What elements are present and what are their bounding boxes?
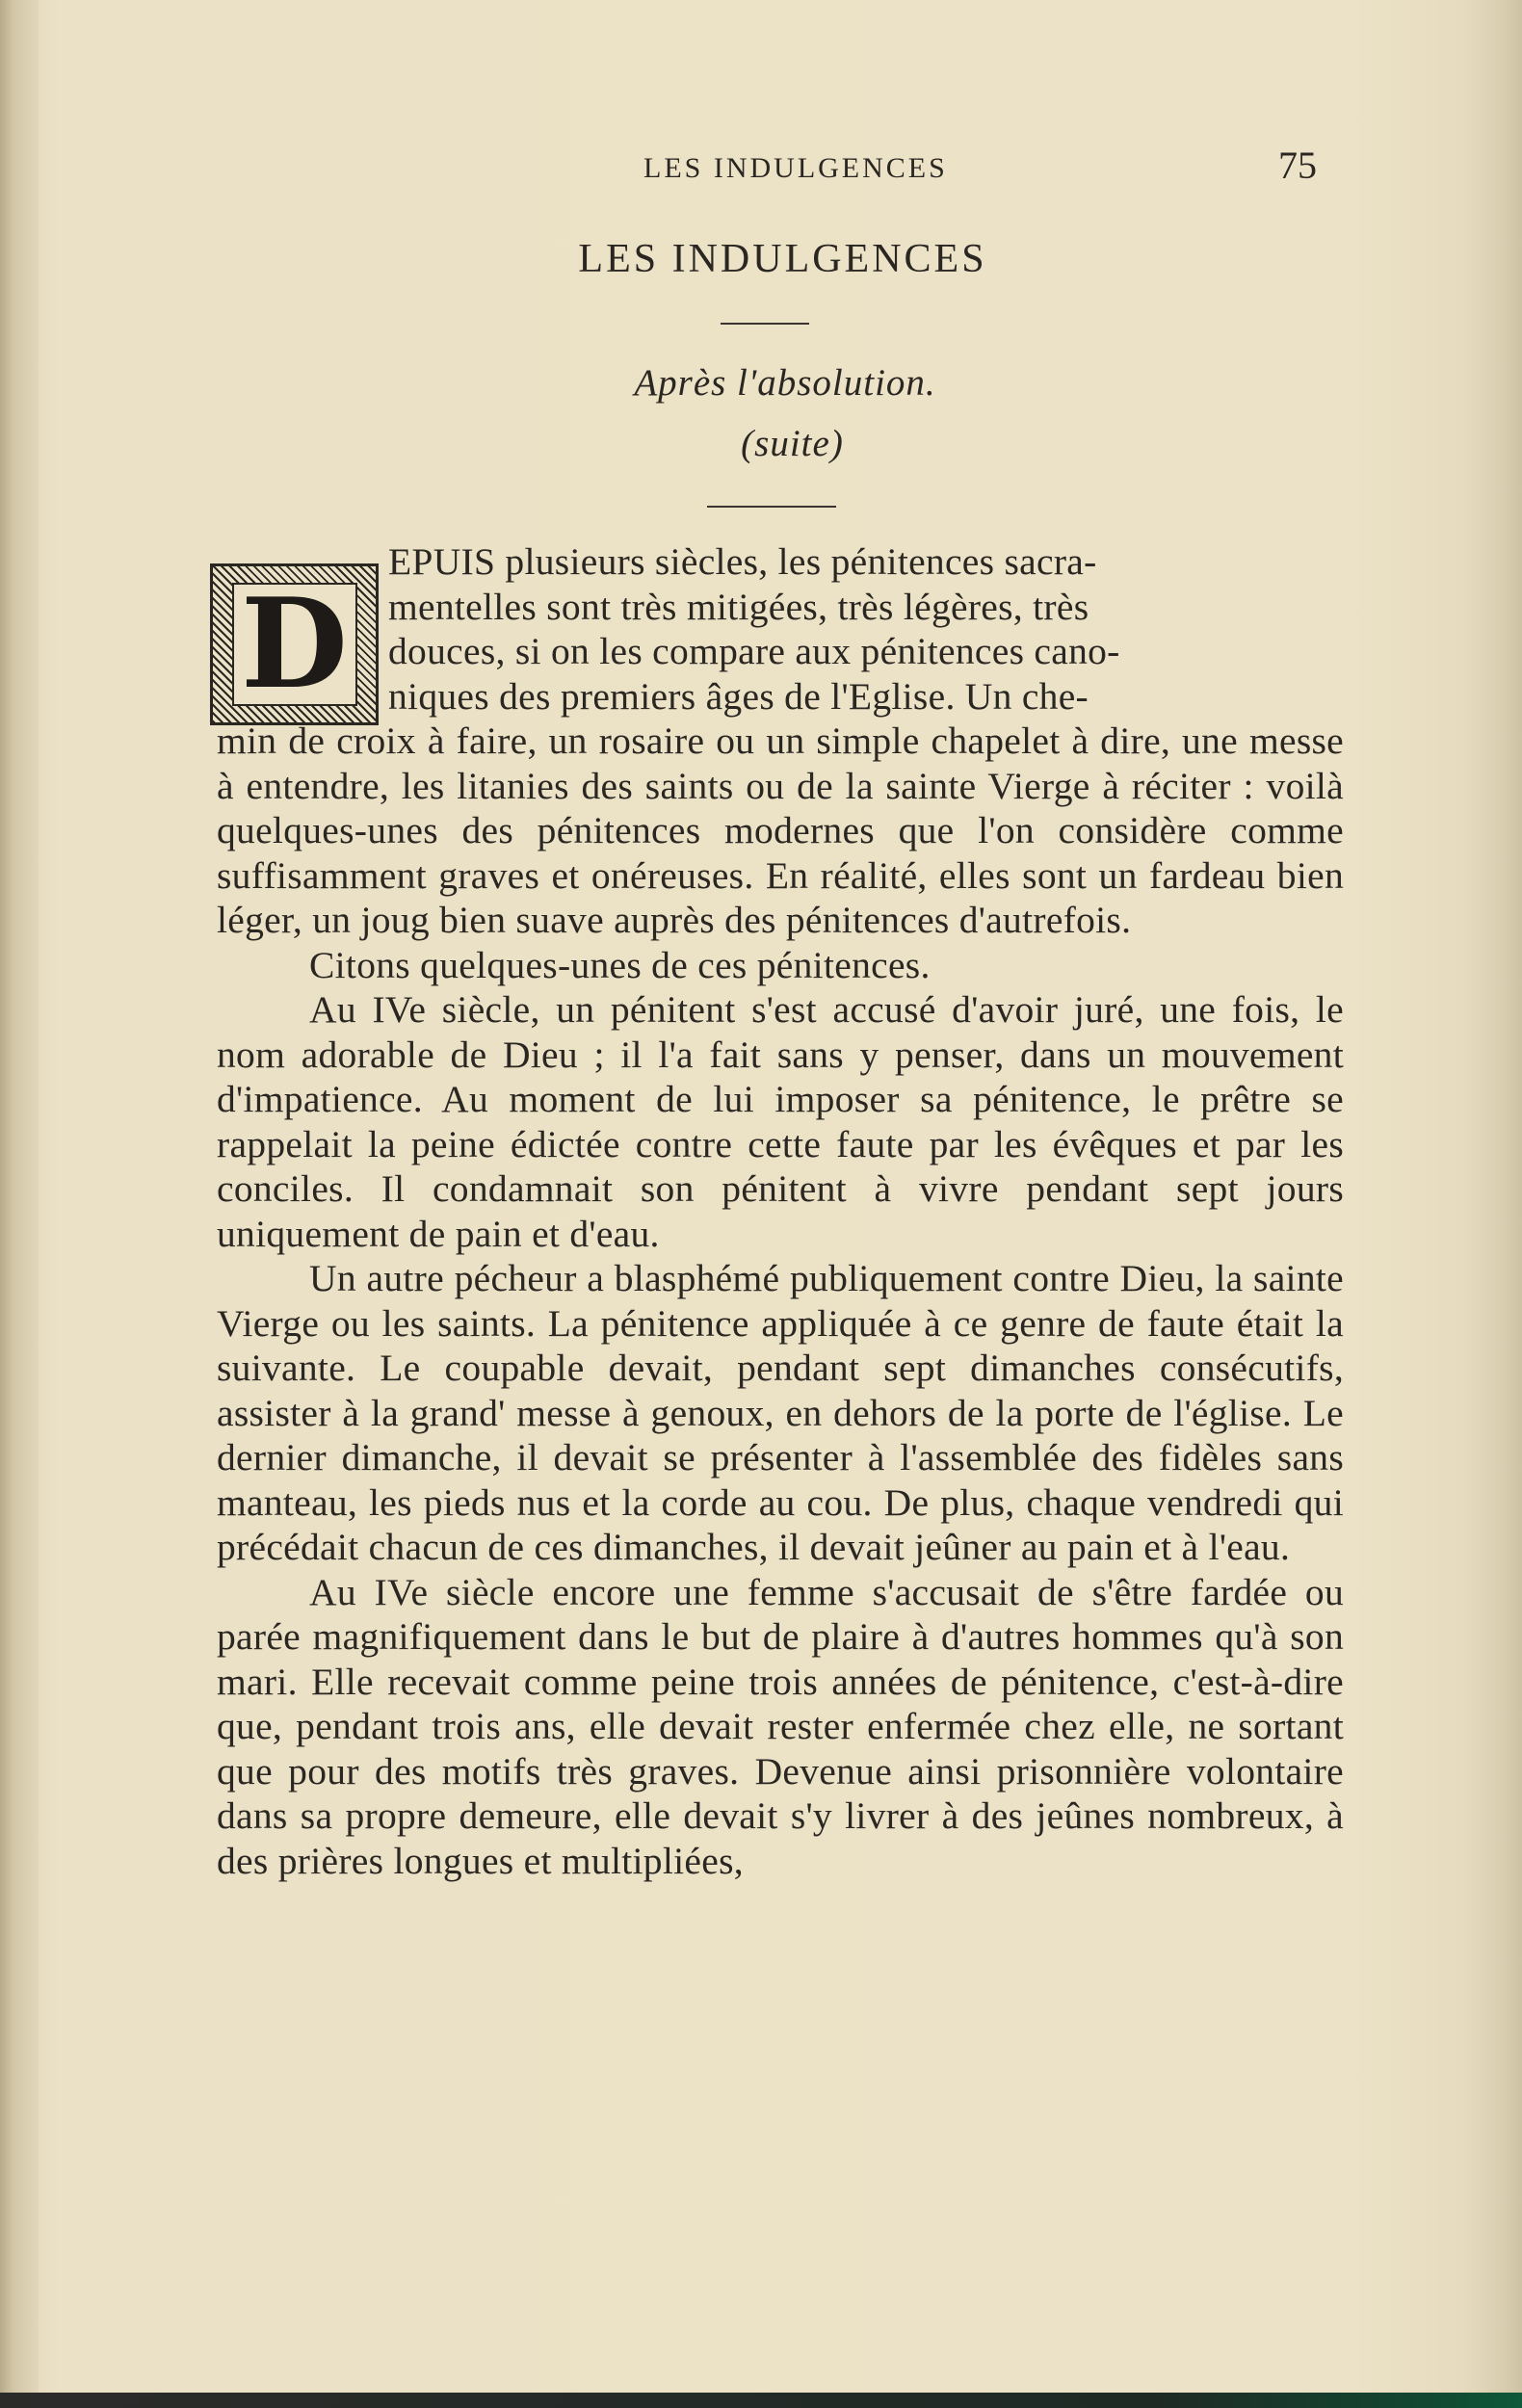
article-subtitle: Après l'absolution. (634, 362, 936, 404)
text-line: mentelles sont très mitigées, très légères, très (388, 585, 1089, 628)
text-line: niques des premiers âges de l'Eglise. Un che- (388, 674, 1089, 718)
dropcap-wrapped-lines (217, 539, 1344, 719)
paragraph-5: Au IVe siècle encore une femme s'accusait de s'être fardée ou parée magnifiquement dans le but de plaire à d'autres hommes qu'à son mari. Elle recevait comme peine trois années de pénitence, c'est-à-dire que, pendant trois ans, elle devait rester enfermée chez elle, ne sortant que pour des motifs très graves. Devenue ainsi prisonnière volontaire dans sa propre demeure, elle devait s'y livrer à des jeûnes nombreux, à des prières longues et multipliées, (217, 1570, 1344, 1882)
paragraph-1-continued: min de croix à faire, un rosaire ou un simple chapelet à dire, une messe à entendre, les litanies des saints ou de la sainte Vierge à réciter : voilà quelques-unes des pénitences modernes que l'on considère comme suffisamment graves et onéreuses. En réalité, elles sont un fardeau bien léger, un joug bien suave auprès des pénitences d'autrefois. (217, 720, 1344, 941)
paragraph-4: Un autre pécheur a blasphémé publiquement contre Dieu, la sainte Vierge ou les saints. La pénitence appliquée à ce genre de faute était la suivante. Le coupable devait, pendant sept dimanches consécutifs, assister à la grand' messe à genoux, en dehors de la porte de l'église. Le dernier dimanche, il devait se présenter à l'assemblée des fidèles sans manteau, les pieds nus et la corde au cou. De plus, chaque vendredi qui précédait chacun de ces dimanches, il devait jeûner au pain et à l'eau. (217, 1257, 1344, 1568)
title-divider (721, 323, 809, 325)
paragraph-3: Au IVe siècle, un pénitent s'est accusé d'avoir juré, une fois, le nom adorable de Dieu ; il l'a fait sans y penser, dans un mouvement d'impatience. Au moment de lui imposer sa pénitence, le prêtre se rappelait la peine édictée contre cette faute par les évêques et par les conciles. Il condamnait son pénitent à vivre pendant sept jours uniquement de pain et d'eau. (217, 988, 1344, 1255)
text-line: douces, si on les compare aux pénitences cano- (388, 630, 1120, 672)
continuation-note: (suite) (741, 423, 844, 464)
article-body (217, 539, 1344, 1883)
paragraph-2: Citons quelques-unes de ces pénitences. (309, 943, 931, 986)
running-head: LES INDULGENCES (643, 152, 948, 184)
text-line: EPUIS plusieurs siècles, les pénitences sacra- (388, 540, 1097, 583)
dropcap-letter: D (232, 583, 357, 706)
page-number: 75 (1278, 144, 1317, 187)
article-title: LES INDULGENCES (578, 237, 987, 281)
scan-bottom-edge (0, 2393, 1522, 2408)
subtitle-divider (707, 506, 836, 508)
